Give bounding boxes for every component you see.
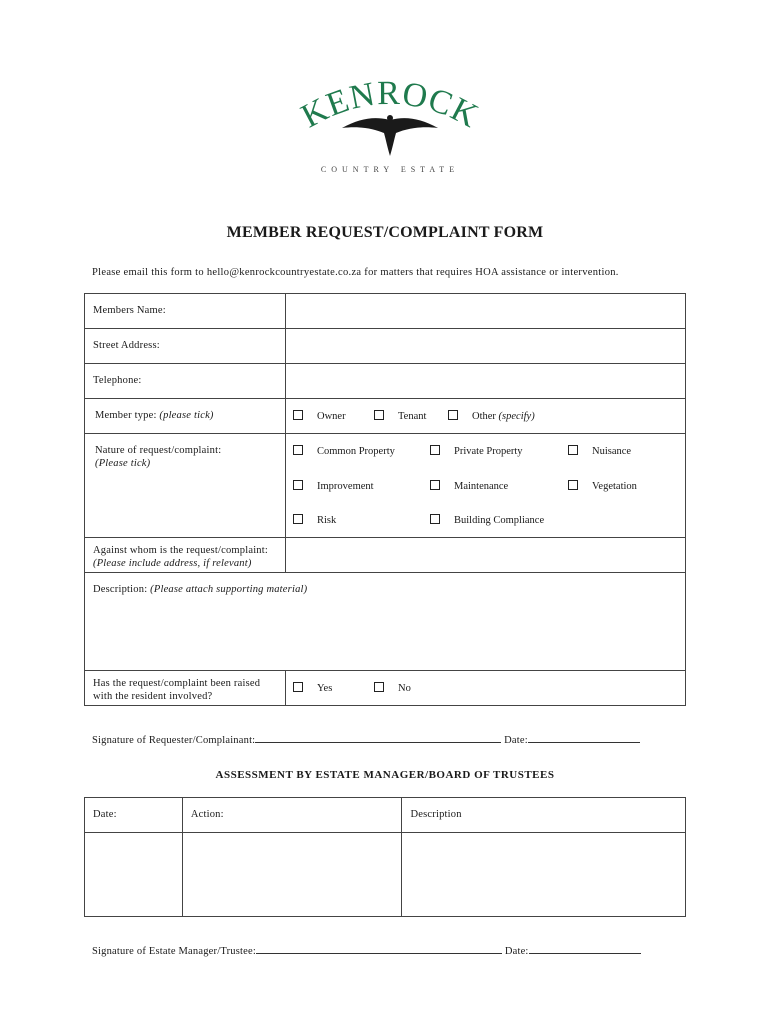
- members-name-label-cell: Members Name:: [85, 294, 286, 329]
- member-type-owner[interactable]: Owner: [293, 410, 346, 422]
- intro-text: Please email this form to hello@kenrockcountryestate.co.za for matters that requires HOA assistance or intervention.: [92, 267, 619, 278]
- requester-signature-line[interactable]: Signature of Requester/Complainant: Date:: [92, 732, 640, 746]
- checkbox-icon[interactable]: [293, 514, 303, 524]
- assessment-description-field[interactable]: [402, 833, 686, 917]
- raised-yes[interactable]: Yes: [293, 682, 332, 694]
- street-address-field[interactable]: [285, 329, 685, 364]
- kenrock-logo: [280, 78, 500, 178]
- checkbox-icon[interactable]: [293, 480, 303, 490]
- against-label-cell: Against whom is the request/complaint: (Please include address, if relevant): [85, 538, 286, 573]
- member-type-other[interactable]: Other (specify): [448, 410, 535, 422]
- nature-private-property[interactable]: Private Property: [430, 445, 523, 457]
- svg-text:KENROCK: KENROCK: [295, 78, 485, 136]
- checkbox-icon[interactable]: [293, 445, 303, 455]
- assessment-table: [84, 797, 686, 917]
- raised-no[interactable]: No: [374, 682, 411, 694]
- checkbox-icon[interactable]: [448, 410, 458, 420]
- manager-signature-line[interactable]: Signature of Estate Manager/Trustee: Date:: [92, 943, 641, 957]
- checkbox-icon[interactable]: [293, 410, 303, 420]
- assessment-description-header: Description: [402, 798, 686, 833]
- nature-nuisance[interactable]: Nuisance: [568, 445, 631, 457]
- telephone-label-cell: Telephone:: [85, 364, 286, 399]
- checkbox-icon[interactable]: [374, 410, 384, 420]
- checkbox-icon[interactable]: [568, 480, 578, 490]
- street-address-label-cell: Street Address:: [85, 329, 286, 364]
- requester-signature-field[interactable]: [255, 732, 501, 743]
- telephone-field[interactable]: [285, 364, 685, 399]
- description-field[interactable]: Description: (Please attach supporting material): [85, 573, 686, 671]
- nature-vegetation[interactable]: Vegetation: [568, 480, 637, 492]
- nature-common-property[interactable]: Common Property: [293, 445, 395, 457]
- raised-options-cell: [285, 671, 685, 706]
- request-form-table: [84, 293, 686, 706]
- assessment-action-header: Action:: [182, 798, 402, 833]
- nature-improvement[interactable]: Improvement: [293, 480, 374, 492]
- checkbox-icon[interactable]: [430, 514, 440, 524]
- member-type-tenant[interactable]: Tenant: [374, 410, 426, 422]
- nature-maintenance[interactable]: Maintenance: [430, 480, 508, 492]
- member-type-label-cell: Member type: (please tick): [85, 399, 286, 434]
- svg-text:COUNTRY ESTATE: COUNTRY ESTATE: [320, 165, 460, 174]
- assessment-heading: ASSESSMENT BY ESTATE MANAGER/BOARD OF TRUSTEES: [215, 769, 555, 781]
- checkbox-icon[interactable]: [374, 682, 384, 692]
- assessment-date-field[interactable]: [85, 833, 183, 917]
- checkbox-icon[interactable]: [568, 445, 578, 455]
- against-field[interactable]: [285, 538, 685, 573]
- manager-signature-field[interactable]: [256, 943, 502, 954]
- members-name-field[interactable]: [285, 294, 685, 329]
- manager-date-field[interactable]: [529, 943, 641, 954]
- checkbox-icon[interactable]: [430, 480, 440, 490]
- assessment-action-field[interactable]: [182, 833, 402, 917]
- requester-date-field[interactable]: [528, 732, 640, 743]
- page-title: MEMBER REQUEST/COMPLAINT FORM: [226, 224, 544, 241]
- eagle-icon: [342, 115, 438, 156]
- nature-risk[interactable]: Risk: [293, 514, 336, 526]
- raised-label-cell: Has the request/complaint been raised with the resident involved?: [85, 671, 286, 706]
- nature-building-compliance[interactable]: Building Compliance: [430, 514, 544, 526]
- checkbox-icon[interactable]: [293, 682, 303, 692]
- nature-label-cell: Nature of request/complaint: (Please tick): [85, 434, 286, 538]
- assessment-date-header: Date:: [85, 798, 183, 833]
- checkbox-icon[interactable]: [430, 445, 440, 455]
